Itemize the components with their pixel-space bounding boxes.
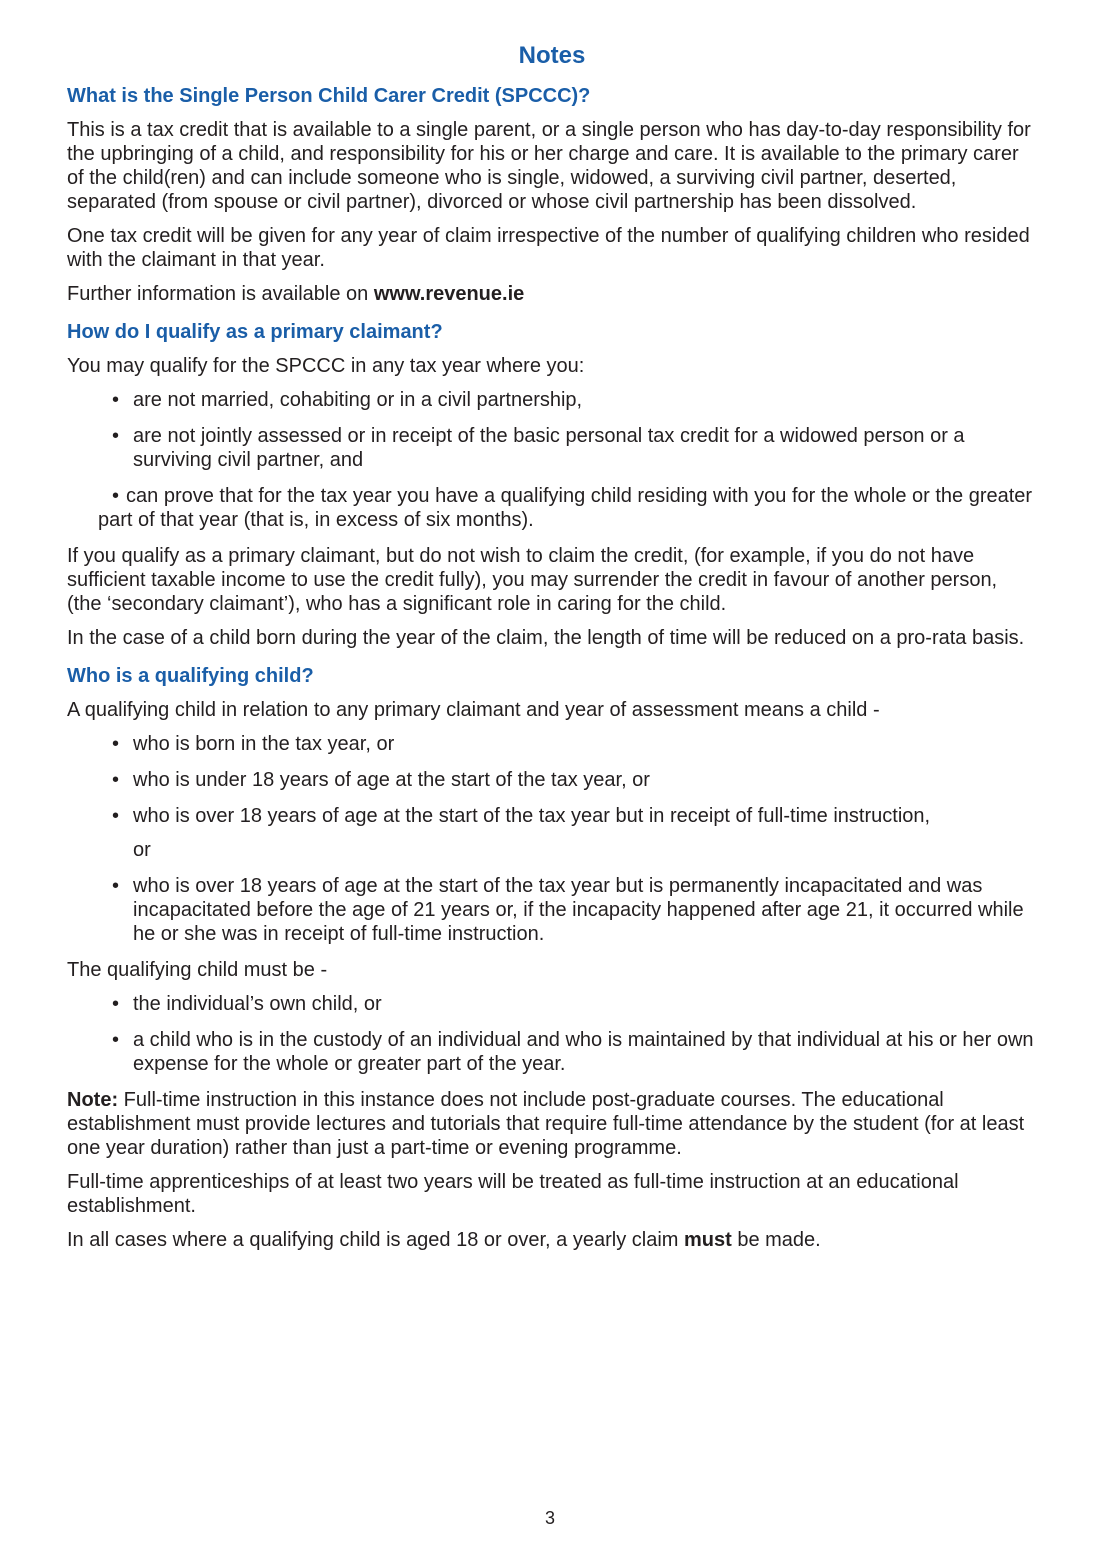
list-item-text: are not jointly assessed or in receipt of the basic personal tax credit for a widowed person or a surviving civil partner, and bbox=[133, 425, 965, 471]
child-intro: A qualifying child in relation to any primary claimant and year of assessment means a child - bbox=[67, 699, 880, 721]
notes-page bbox=[67, 40, 1037, 1262]
bullet-icon: • bbox=[112, 425, 120, 447]
list-item bbox=[112, 388, 1037, 412]
list-item-text: a child who is in the custody of an individual and who is maintained by that individual at his or her own expense for the whole or greater part of the year. bbox=[133, 1029, 1034, 1075]
spccc-paragraph-1: This is a tax credit that is available to a single parent, or a single person who has day-to-day responsibility for the upbringing of a child, and responsibility for his or her charge and care. It is available to the primary carer of the child(ren) and can include someone who is single, widowed, a surviving civil partner, deserted, separated (from spouse or civil partner), divorced or whose civil partnership has been dissolved. bbox=[67, 119, 1031, 213]
note-label: Note: bbox=[67, 1089, 119, 1111]
spccc-paragraph-2: One tax credit will be given for any year of claim irrespective of the number of qualifying children who resided with the claimant in that year. bbox=[67, 225, 1030, 271]
qualify-pro-rata-paragraph: In the case of a child born during the year of the claim, the length of time will be reduced on a pro-rata basis. bbox=[67, 627, 1025, 649]
list-item-text: the individual’s own child, or bbox=[133, 993, 382, 1015]
further-info-text: Further information is available on bbox=[67, 283, 374, 305]
qualify-intro: You may qualify for the SPCCC in any tax year where you: bbox=[67, 355, 585, 377]
child-bullet-list bbox=[67, 732, 1037, 946]
list-item bbox=[112, 992, 1037, 1016]
qualify-surrender-paragraph: If you qualify as a primary claimant, but do not wish to claim the credit, (for example, if you do not have sufficient taxable income to use the credit fully), you may surrender the credit in favour of another person, (the ‘secondary claimant’), who has a significant role in caring for the child. bbox=[67, 545, 998, 615]
list-item bbox=[112, 424, 1037, 472]
page-title: Notes bbox=[518, 42, 586, 69]
list-item bbox=[112, 768, 1037, 792]
bullet-icon: • bbox=[112, 1029, 120, 1051]
section-heading-child: Who is a qualifying child? bbox=[67, 665, 314, 687]
note-text: Full-time instruction in this instance does not include post-graduate courses. The educational establishment must provide lectures and tutorials that require full-time attendance by the student (for at least one year duration) rather than just a part-time or evening programme. bbox=[67, 1089, 1025, 1159]
list-item bbox=[112, 1028, 1037, 1076]
list-item-text: who is over 18 years of age at the start of the tax year but in receipt of full-time instruction, bbox=[133, 805, 931, 827]
bullet-icon: • bbox=[112, 485, 120, 507]
section-heading-spccc: What is the Single Person Child Carer Credit (SPCCC)? bbox=[67, 85, 591, 107]
bullet-icon: • bbox=[112, 389, 120, 411]
yearly-claim-emphasis: must bbox=[683, 1229, 732, 1251]
spccc-further-info bbox=[67, 282, 1037, 306]
bullet-icon: • bbox=[112, 993, 120, 1015]
note-paragraph bbox=[67, 1088, 1037, 1160]
or-connector: or bbox=[133, 839, 151, 861]
yearly-claim-suffix: be made. bbox=[731, 1229, 821, 1251]
bullet-icon: • bbox=[112, 805, 120, 827]
yearly-claim-paragraph bbox=[67, 1228, 1037, 1252]
child-must-be: The qualifying child must be - bbox=[67, 959, 328, 981]
bullet-icon: • bbox=[112, 769, 120, 791]
page-number: 3 bbox=[544, 1508, 555, 1528]
apprenticeship-paragraph: Full-time apprenticeships of at least two years will be treated as full-time instruction at an educational establishment. bbox=[67, 1171, 959, 1217]
list-item bbox=[98, 484, 1037, 532]
revenue-link[interactable]: www.revenue.ie bbox=[373, 283, 525, 305]
bullet-icon: • bbox=[112, 733, 120, 755]
list-item-text: can prove that for the tax year you have a qualifying child residing with you for the whole or the greater part of that year (that is, in excess of six months). bbox=[98, 485, 1033, 531]
list-item bbox=[112, 732, 1037, 756]
list-item-text: who is over 18 years of age at the start of the tax year but is permanently incapacitated and was incapacitated before the age of 21 years or, if the incapacity happened after age 21, it occurred while he or she was in receipt of full-time instruction. bbox=[133, 875, 1024, 945]
list-item bbox=[112, 804, 1037, 862]
list-item-text: who is under 18 years of age at the start of the tax year, or bbox=[133, 769, 650, 791]
list-item-text: who is born in the tax year, or bbox=[133, 733, 395, 755]
list-item bbox=[112, 874, 1037, 946]
yearly-claim-prefix: In all cases where a qualifying child is aged 18 or over, a yearly claim bbox=[67, 1229, 684, 1251]
section-heading-qualify: How do I qualify as a primary claimant? bbox=[67, 321, 443, 343]
child-must-bullet-list bbox=[67, 992, 1037, 1076]
bullet-icon: • bbox=[112, 875, 120, 897]
qualify-bullet-list bbox=[67, 388, 1037, 532]
list-item-text: are not married, cohabiting or in a civil partnership, bbox=[133, 389, 583, 411]
